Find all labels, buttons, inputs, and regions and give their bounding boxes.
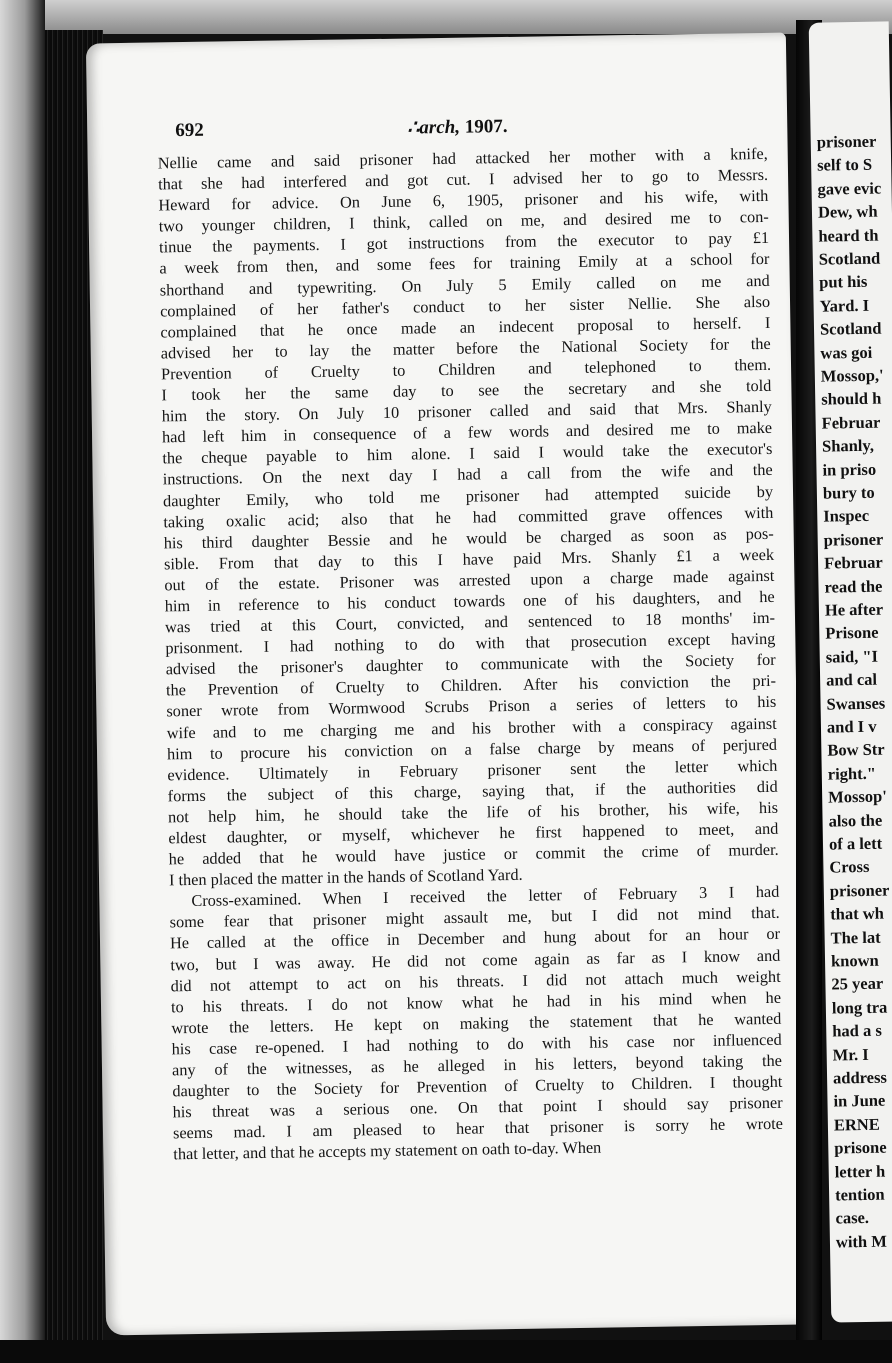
text-line: did not attempt to act on his threats. I did not attach much weight — [170, 966, 781, 996]
facing-page-line: case. — [835, 1208, 870, 1228]
text-line: complained that he once made an indecent proposal to herself. I — [160, 312, 771, 342]
facing-page-line: The lat — [830, 927, 881, 948]
text-line: shorthand and typewriting. On July 5 Emily called on me and — [159, 270, 770, 300]
text-line: two younger children, I think, called on me, and desired me to con- — [158, 207, 769, 236]
facing-page-line: long tra — [831, 997, 888, 1018]
facing-page-line: gave evic — [817, 178, 882, 199]
text-line: daughter Emily, who told me prisoner had attempted suicide by — [162, 481, 774, 510]
facing-page-line: Dew, wh — [817, 201, 878, 222]
facing-page-line: Mr. I — [832, 1044, 869, 1065]
text-line: two, but I was away. He did not come again as far as I know and — [170, 945, 781, 974]
facing-page-line: Swanses — [826, 693, 886, 714]
facing-page-line: had a s — [832, 1020, 882, 1041]
facing-page-line: bury to — [822, 482, 875, 503]
facing-page-line: Mossop' — [828, 786, 888, 807]
paragraph — [169, 881, 783, 1165]
facing-page-line: Februar — [823, 552, 883, 573]
text-line: that letter, and that he accepts my statement on oath to-day. When — [173, 1138, 602, 1164]
text-line: eldest daughter, or myself, whichever he first happened to meet, and — [168, 818, 779, 848]
facing-page-line: said, "I — [825, 646, 879, 667]
text-line: daughter to the Society for Prevention of Cruelty to Children. I thought — [172, 1071, 783, 1101]
page-number: 692 — [175, 119, 204, 142]
facing-page-line: letter h — [834, 1161, 886, 1182]
text-line: to his threats. I do not know what he had in his mind when he — [170, 987, 782, 1017]
facing-page-line: Inspec — [823, 506, 870, 527]
text-line: was tried at this Court, convicted, and sentenced to 18 months' im- — [164, 607, 776, 637]
text-line: Prevention of Cruelty to Children and telephoned to them. — [160, 354, 772, 384]
text-line: him the story. On July 10 prisoner called and said that Mrs. Shanly — [161, 396, 772, 426]
facing-page-line: Prisone — [825, 623, 879, 643]
facing-page-line: with M — [835, 1231, 887, 1252]
facing-page-line: should h — [821, 388, 882, 410]
facing-page-line: Shanly, — [821, 435, 875, 456]
facing-page-line: ERNE — [833, 1114, 880, 1135]
text-line: some fear that prisoner might assault me, but I did not mind that. — [169, 903, 780, 932]
facing-page-line: and cal — [825, 669, 878, 690]
text-line: that she had interfered and got cut. I advised her to go to Messrs. — [157, 164, 769, 194]
text-line: not help him, he should take the life of his brother, his wife, his — [167, 797, 779, 827]
paragraph — [158, 143, 780, 891]
text-line: taking oxalic acid; also that he had committed grave offences with — [163, 502, 774, 532]
text-line: the cheque payable to him alone. I said I would take the executor's — [162, 439, 773, 468]
text-line: Cross-examined. When I received the letter of February 3 I had — [191, 882, 780, 911]
facing-page-line: 25 year — [831, 974, 884, 994]
facing-page-line: Yard. I — [819, 295, 870, 316]
text-line: soner wrote from Wormwood Scrubs Prison a series of letters to his — [166, 692, 777, 721]
text-line: wife and to me charging me and his brother with a conspiracy against — [166, 713, 777, 742]
running-title-month: ∴arch, — [407, 116, 461, 139]
facing-page-line: was goi — [820, 342, 873, 363]
facing-page-line: prisoner — [823, 529, 884, 550]
text-line: instructions. On the next day I had a call from the wife and the — [162, 460, 773, 489]
text-line: him in reference to his conduct towards one of his daughters, and he — [164, 586, 775, 616]
facing-page-line: right." — [827, 763, 877, 784]
text-line: seems mad. I am pleased to hear that prisoner is sorry he wrote — [172, 1114, 784, 1143]
text-line: a week from then, and some fees for training Emily at a school for — [159, 249, 770, 278]
facing-page-line: put his — [819, 272, 868, 293]
facing-page-line: in June — [833, 1091, 886, 1111]
book-page — [86, 33, 806, 1336]
text-line: forms the subject of this charge, saying that, if the authorities did — [167, 776, 778, 806]
running-title — [407, 115, 508, 140]
text-line: He called at the office in December and hung about for an hour or — [169, 924, 781, 953]
facing-page-line: read the — [824, 576, 883, 597]
text-line: his third daughter Bessie and he would be charged as soon as pos- — [163, 523, 774, 553]
facing-page-line: Mossop,' — [820, 365, 884, 386]
facing-page-line: known — [830, 950, 879, 971]
text-line: wrote the letters. He kept on making the statement that he wanted — [171, 1008, 782, 1038]
facing-page-line: and I v — [826, 716, 877, 737]
text-line: advised the prisoner's daughter to communicate with the Society for — [165, 650, 776, 679]
text-line: his threat was a serious one. On that point I should say prisoner — [172, 1092, 783, 1122]
text-line: I then placed the matter in the hands of Scotland Yard. — [168, 865, 523, 890]
scan-bottom-margin — [0, 1340, 892, 1363]
text-line: his case re-opened. I had nothing to do with his case nor influenced — [171, 1029, 782, 1059]
page-header — [175, 111, 735, 144]
text-line: out of the estate. Prisoner was arrested upon a charge made against — [164, 565, 775, 595]
text-line: him to procure his conviction on a false charge by means of perjured — [166, 734, 778, 764]
facing-page-line: tention — [834, 1184, 885, 1205]
text-line: prisonment. I had nothing to do with that prosecution except having — [165, 628, 776, 658]
facing-page-line: in priso — [822, 459, 877, 480]
text-line: Nellie came and said prisoner had attacked her mother with a knife, — [157, 143, 768, 173]
page-body-text — [158, 143, 784, 1165]
facing-page-line: Februar — [821, 412, 881, 433]
text-line: sible. From that day to this I have paid Mrs. Shanly £1 a week — [163, 544, 775, 574]
text-line: had left him in consequence of a few words and desired me to make — [161, 418, 773, 447]
text-line: advised her to lay the matter before the National Society for the — [160, 333, 771, 363]
text-line: the Prevention of Cruelty to Children. After his conviction the pri- — [165, 671, 777, 700]
text-line: any of the witnesses, as he alleged in his letters, beyond taking the — [171, 1050, 783, 1080]
scan-left-margin — [0, 0, 45, 1363]
text-line: Heward for advice. On June 6, 1905, prisoner and his wife, with — [158, 186, 769, 215]
facing-page-line: self to S — [816, 155, 873, 176]
text-line: evidence. Ultimately in February prisoner sent the letter which — [167, 755, 778, 785]
text-line: I took her the same day to see the secretary and she told — [161, 375, 772, 405]
facing-page-line: Bow Str — [827, 739, 885, 760]
facing-page-line: that wh — [830, 903, 885, 924]
facing-page-line: heard th — [818, 225, 879, 246]
facing-page-line: also the — [828, 810, 883, 831]
facing-page-line: prisoner — [816, 131, 877, 152]
facing-page-line: He after — [824, 599, 884, 620]
running-title-year: 1907. — [464, 115, 508, 138]
facing-page-line: prisoner — [829, 880, 890, 901]
text-line: tinue the payments. I got instructions from the executor to pay £1 — [158, 228, 770, 257]
facing-page-line: Scotland — [818, 248, 881, 269]
facing-page-line: prisone — [834, 1137, 887, 1158]
facing-page-line: Cross — [829, 857, 870, 877]
facing-page-line: Scotland — [819, 318, 882, 339]
text-line: he added that he would have justice or commit the crime of murder. — [168, 839, 779, 869]
facing-page-line: of a lett — [828, 833, 883, 854]
text-line: complained of her father's conduct to her sister Nellie. She also — [159, 291, 771, 321]
facing-page-line: address — [832, 1067, 888, 1088]
scan-top-margin — [0, 0, 892, 34]
